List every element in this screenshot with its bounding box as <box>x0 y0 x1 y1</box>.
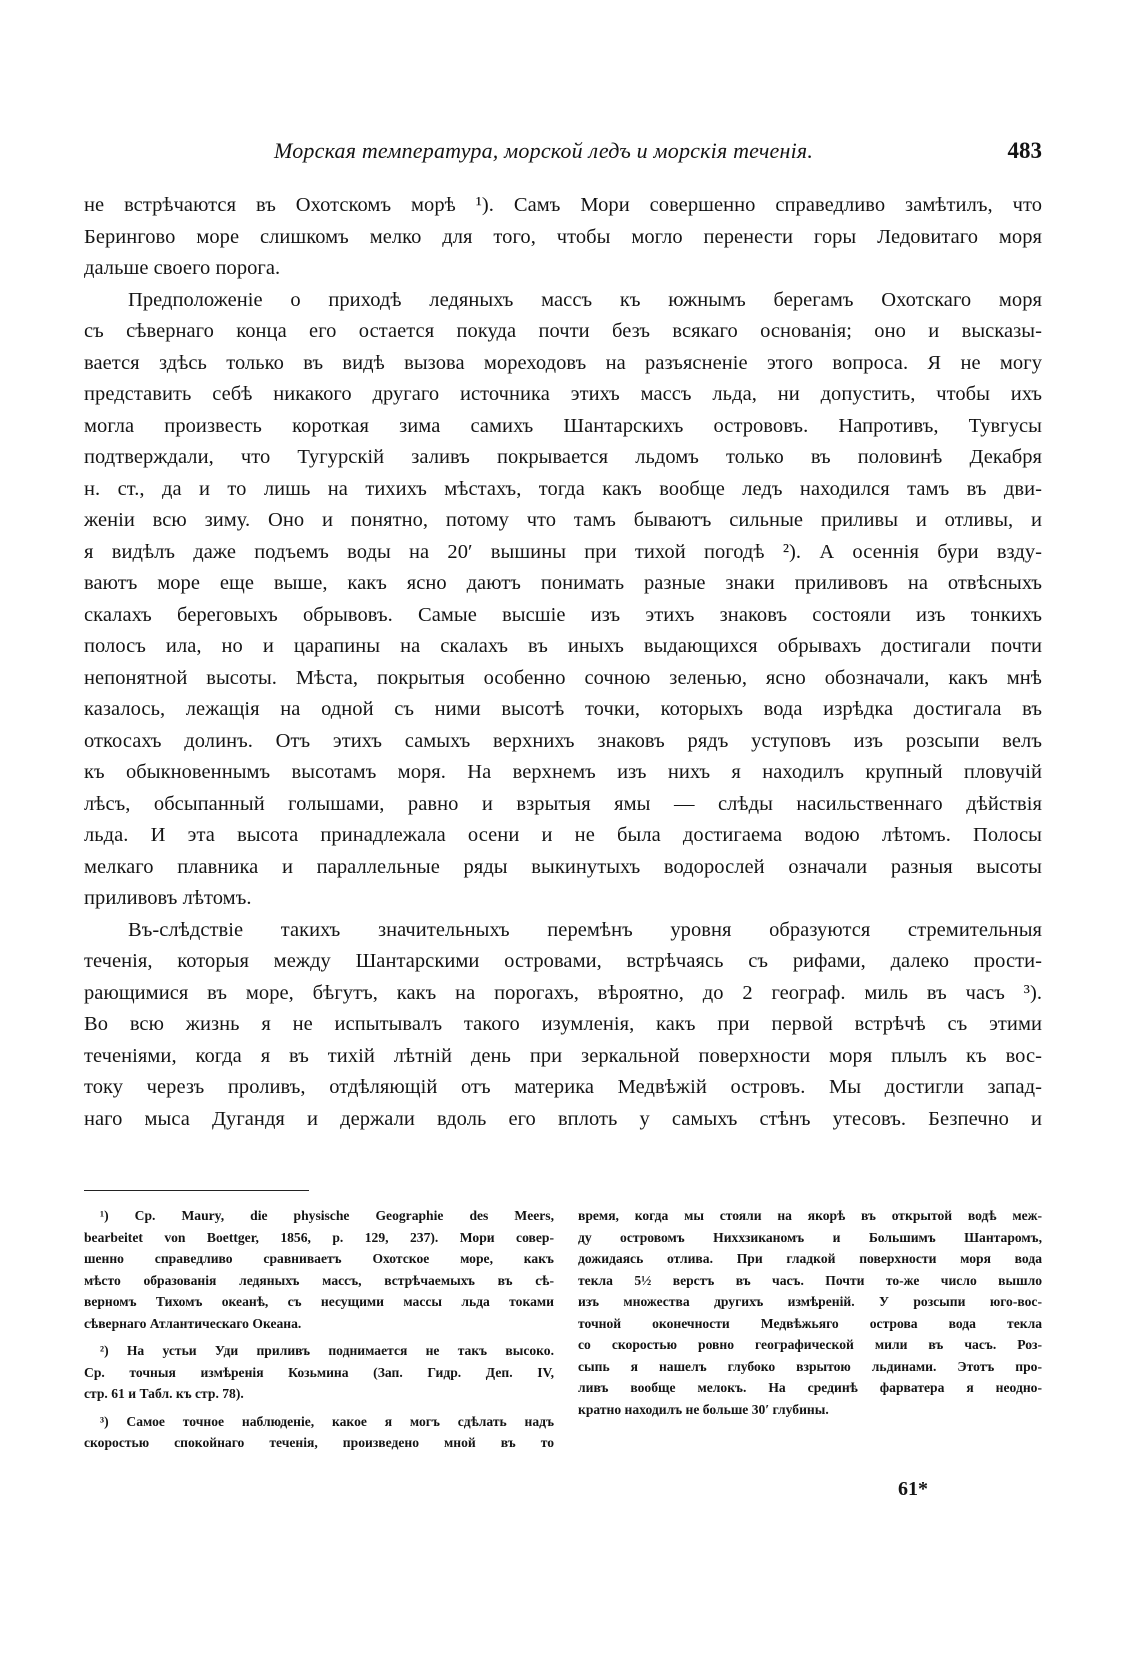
text-line: казалось, лежащія на одной съ ними высотѣ точки, которыхъ вода изрѣдка достигала въ <box>84 698 1042 720</box>
text-line: могла произвесть короткая зима самихъ Шантарскихъ острововъ. Напротивъ, Тувгусы <box>84 414 1042 437</box>
footnote-1-line: bearbeitet von Boettger, 1856, p. 129, 237). Мори совер- <box>84 1229 554 1245</box>
footnote-3-line: ливъ вообще мелокъ. На срединѣ фарватера я неодно- <box>578 1380 1042 1395</box>
page-number: 483 <box>1007 138 1042 163</box>
footnote-1-line: верномъ Тихомъ океанѣ, съ несущими массы льда токами <box>84 1294 554 1309</box>
text-line: рающимися въ море, бѣгутъ, какъ на порогахъ, вѣроятно, до 2 географ. миль въ часъ ³). <box>84 981 1042 1004</box>
footnote-3-line: кратно находилъ не больше 30′ глубины. <box>578 1401 829 1417</box>
text-line: теченія, которыя между Шантарскими островами, встрѣчаясь съ рифами, далеко прости- <box>84 950 1042 972</box>
footnote-divider <box>84 1190 309 1191</box>
text-line: къ обыкновеннымъ высотамъ моря. На верхнемъ изъ нихъ я находилъ крупный пловучій <box>84 761 1042 783</box>
paragraph-start-line: Въ-слѣдствіе такихъ значительныхъ перемѣнъ уровня образуются стремительныя <box>128 918 1042 941</box>
text-line: лѣсъ, обсыпанный голышами, равно и взрытыя ямы — слѣды насильственнаго дѣйствія <box>84 792 1042 815</box>
footnote-1-line: ¹) Ср. Maury, die physische Geographie des Meers, <box>100 1208 554 1223</box>
main-text <box>84 190 1042 1135</box>
footnote-3-line: время, когда мы стояли на якорѣ въ открытой водѣ меж- <box>578 1208 1042 1223</box>
running-title: Морская температура, морской ледъ и морскія теченія. <box>274 138 814 163</box>
text-line: н. ст., да и то лишь на тихихъ мѣстахъ, тогда какъ вообще ледъ находился тамъ въ дви- <box>84 477 1042 500</box>
running-head <box>84 138 1042 172</box>
text-line: откосахъ долинъ. Отъ этихъ самыхъ верхнихъ знаковъ рядъ уступовъ изъ розсыпи велъ <box>84 729 1042 752</box>
text-line: я видѣлъ даже подъемъ воды на 20′ вышины при тихой погодѣ ²). А осеннія бури взду- <box>84 540 1042 563</box>
footnote-3-line: ду островомъ Ниххзиканомъ и Большимъ Шантаромъ, <box>578 1229 1042 1245</box>
footnote-3-line: текла 5½ верстъ въ часъ. Почти то-же число вышло <box>578 1272 1042 1288</box>
footnote-3-line: ³) Самое точное наблюденіе, какое я могъ сдѣлать надъ <box>100 1413 554 1429</box>
text-line: съ сѣвернаго конца его остается покуда почти безъ всякаго основанія; оно и высказы- <box>84 320 1042 342</box>
text-line: мелкаго плавника и параллельные ряды выкинутыхъ водорослей означали разныя высоты <box>84 855 1042 878</box>
text-line: представить себѣ никакого другаго источника этихъ массъ льда, ни допустить, чтобы ихъ <box>84 383 1042 405</box>
text-line: теченіями, когда я въ тихій лѣтній день при зеркальной поверхности моря плылъ къ вос- <box>84 1044 1042 1067</box>
footnote-2-line: Ср. точныя измѣренія Козьмина (Зап. Гидр. Деп. IV, <box>84 1364 554 1380</box>
text-line: ваютъ море еще выше, какъ ясно даютъ понимать разные знаки приливовъ на отвѣсныхъ <box>84 572 1042 594</box>
footnote-2-line: ²) На устьи Уди приливъ поднимается не такъ высоко. <box>100 1343 554 1358</box>
footnote-1-line: мѣсто образованія ледяныхъ массъ, встрѣчаемыхъ въ сѣ- <box>84 1272 554 1288</box>
text-line: льда. И эта высота принадлежала осени и не была достигаема водою лѣтомъ. Полосы <box>84 824 1042 846</box>
footnote-3-line: со скоростью ровно географической мили въ часъ. Роз- <box>578 1337 1042 1352</box>
paragraph-start-line: Предположеніе о приходѣ ледяныхъ массъ къ южнымъ берегамъ Охотскаго моря <box>128 288 1042 311</box>
text-line: скалахъ береговыхъ обрывовъ. Самые высшіе изъ этихъ знаковъ состояли изъ тонкихъ <box>84 603 1042 626</box>
text-line: вается здѣсь только въ видѣ вызова мореходовъ на разъясненіе этого вопроса. Я не могу <box>84 351 1042 374</box>
footnote-3-line: изъ множества другихъ измѣреній. У розсыпи юго-вос- <box>578 1294 1042 1309</box>
footnote-2-line: стр. 61 и Табл. къ стр. 78). <box>84 1386 244 1401</box>
text-line: подтверждали, что Тугурскій заливъ покрывается льдомъ только въ половинѣ Декабря <box>84 446 1042 468</box>
text-line: дальше своего порога. <box>84 257 281 279</box>
text-line: наго мыса Дугандя и держали вдоль его вплоть у самыхъ стѣнъ утесовъ. Безпечно и <box>84 1107 1042 1130</box>
footnote-3-line: дожидаясь отлива. При гладкой поверхности моря вода <box>578 1251 1042 1266</box>
footnote-1-line: шенно справедливо сравниваетъ Охотское море, какъ <box>84 1251 554 1266</box>
text-line: непонятной высоты. Мѣста, покрытыя особенно сочною зеленью, ясно обозначали, какъ мнѣ <box>84 666 1042 689</box>
footnotes-right-column <box>578 1205 1042 1420</box>
footnotes-left-column <box>84 1205 554 1454</box>
footnote-1-line: сѣвернаго Атлантическаго Океана. <box>84 1315 302 1331</box>
footnote-3-line: сыпь я нашелъ глубоко взрытою льдинами. Этотъ про- <box>578 1358 1042 1374</box>
text-line: не встрѣчаются въ Охотскомъ морѣ ¹). Самъ Мори совершенно справедливо замѣтилъ, что <box>84 194 1042 216</box>
text-line: Берингово море слишкомъ мелко для того, чтобы могло перенести горы Ледовитаго моря <box>84 225 1042 248</box>
text-line: току черезъ проливъ, отдѣляющій отъ материка Медвѣжій островъ. Мы достигли запад- <box>84 1076 1042 1098</box>
text-line: Во всю жизнь я не испытывалъ такого изумленія, какъ при первой встрѣчѣ съ этими <box>84 1013 1042 1035</box>
text-line: полосъ ила, но и царапины на скалахъ въ иныхъ выдающихся обрывахъ достигали почти <box>84 635 1042 657</box>
text-line: приливовъ лѣтомъ. <box>84 887 252 909</box>
footnote-3-line: точной оконечности Медвѣжьяго острова вода текла <box>578 1315 1042 1331</box>
sheet-signature: 61* <box>898 1478 928 1500</box>
footnote-3-line: скоростью спокойнаго теченія, произведено мной въ то <box>84 1435 554 1450</box>
text-line: женіи всю зиму. Оно и понятно, потому что тамъ бываютъ сильные приливы и отливы, и <box>84 509 1042 531</box>
